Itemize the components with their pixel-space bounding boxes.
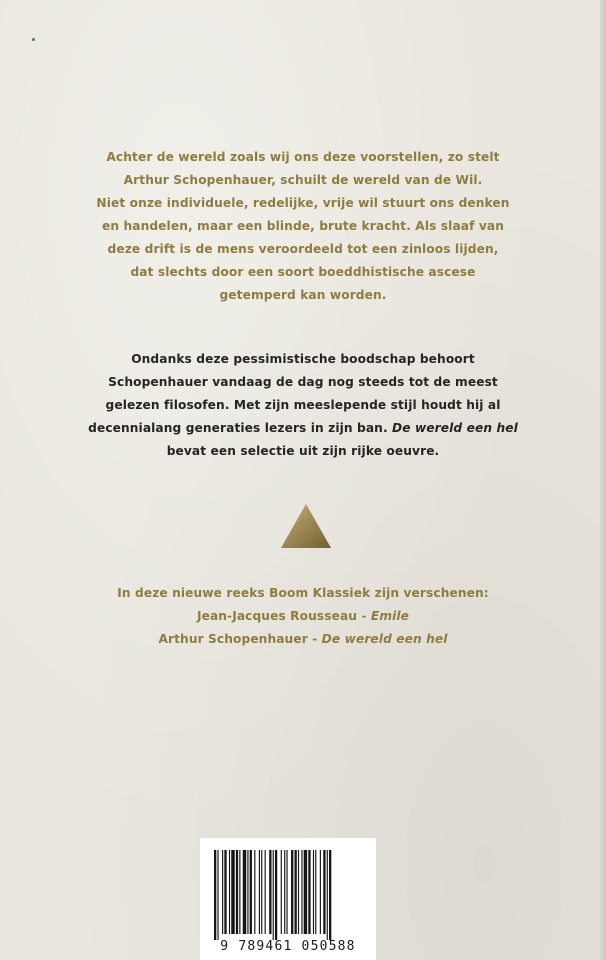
second-line: bevat een selectie uit zijn rijke oeuvre. bbox=[166, 444, 440, 458]
second-line: Ondanks deze pessimistische boodschap behoort bbox=[131, 352, 475, 366]
barcode-bar bbox=[247, 850, 248, 934]
barcode-bar bbox=[298, 850, 299, 934]
intro-line: Arthur Schopenhauer, schuilt de wereld van de Wil. bbox=[123, 173, 483, 187]
barcode-bar bbox=[275, 850, 277, 940]
barcode bbox=[200, 838, 376, 960]
series-item bbox=[40, 605, 566, 628]
cover-edge bbox=[600, 0, 606, 960]
book-title: De wereld een hel bbox=[392, 421, 518, 435]
second-line: Schopenhauer vandaag de dag nog steeds tot de meest bbox=[108, 375, 498, 389]
barcode-bar bbox=[254, 850, 255, 934]
isbn-number: 9 789461 050588 bbox=[220, 939, 356, 954]
barcode-bar bbox=[315, 850, 316, 934]
intro-line: en handelen, maar een blinde, brute kracht. Als slaaf van bbox=[102, 219, 504, 233]
series-heading: In deze nieuwe reeks Boom Klassiek zijn verschenen: bbox=[117, 586, 489, 600]
barcode-bar bbox=[284, 850, 285, 934]
barcode-bar bbox=[304, 850, 307, 934]
series-title: Emile bbox=[370, 609, 410, 623]
barcode-bar bbox=[231, 850, 234, 934]
second-line: gelezen filosofen. Met zijn meeslepende stijl houdt hij al bbox=[105, 398, 501, 412]
barcode-bar bbox=[222, 850, 223, 934]
series-author: Jean-Jacques Rousseau - bbox=[196, 609, 371, 623]
intro-line: deze drift is de mens veroordeeld tot een zinloos lijden, bbox=[107, 242, 499, 256]
barcode-bar bbox=[217, 850, 218, 940]
barcode-bar bbox=[329, 850, 331, 940]
barcode-bar bbox=[308, 850, 310, 934]
barcode-bar bbox=[224, 850, 226, 934]
second-paragraph bbox=[40, 348, 566, 463]
series-item bbox=[40, 628, 566, 651]
intro-paragraph bbox=[40, 146, 566, 307]
barcode-bar bbox=[214, 850, 216, 940]
second-line-text: decennialang generaties lezers in zijn ban. bbox=[88, 421, 393, 435]
barcode-bar bbox=[250, 850, 252, 934]
barcode-bar bbox=[259, 850, 260, 934]
barcode-bars bbox=[214, 850, 362, 940]
intro-line: dat slechts door een soort boeddhistische ascese bbox=[130, 265, 476, 279]
barcode-bar bbox=[313, 850, 314, 934]
barcode-bar bbox=[273, 850, 274, 940]
barcode-bar bbox=[243, 850, 246, 934]
intro-line: Achter de wereld zoals wij ons deze voorstellen, zo stelt bbox=[106, 150, 500, 164]
series-title: De wereld een hel bbox=[321, 632, 448, 646]
intro-line: Niet onze individuele, redelijke, vrije wil stuurt ons denken bbox=[96, 196, 510, 210]
dust-speck bbox=[32, 38, 35, 41]
triangle-icon bbox=[280, 503, 332, 549]
barcode-bar bbox=[295, 850, 297, 934]
barcode-bar bbox=[261, 850, 262, 934]
series-author: Arthur Schopenhauer - bbox=[158, 632, 322, 646]
barcode-bar bbox=[281, 850, 282, 934]
barcode-bar bbox=[286, 850, 287, 934]
second-line bbox=[40, 417, 566, 440]
barcode-bar bbox=[236, 850, 238, 934]
barcode-bar bbox=[327, 850, 328, 940]
barcode-bar bbox=[320, 850, 321, 934]
barcode-bar bbox=[239, 850, 240, 934]
barcode-bar bbox=[229, 850, 230, 934]
barcode-bar bbox=[265, 850, 266, 934]
barcode-bar bbox=[301, 850, 302, 934]
intro-line: getemperd kan worden. bbox=[219, 288, 387, 302]
barcode-bar bbox=[291, 850, 293, 934]
barcode-bar bbox=[323, 850, 325, 934]
barcode-bar bbox=[269, 850, 271, 934]
series-list bbox=[40, 582, 566, 651]
